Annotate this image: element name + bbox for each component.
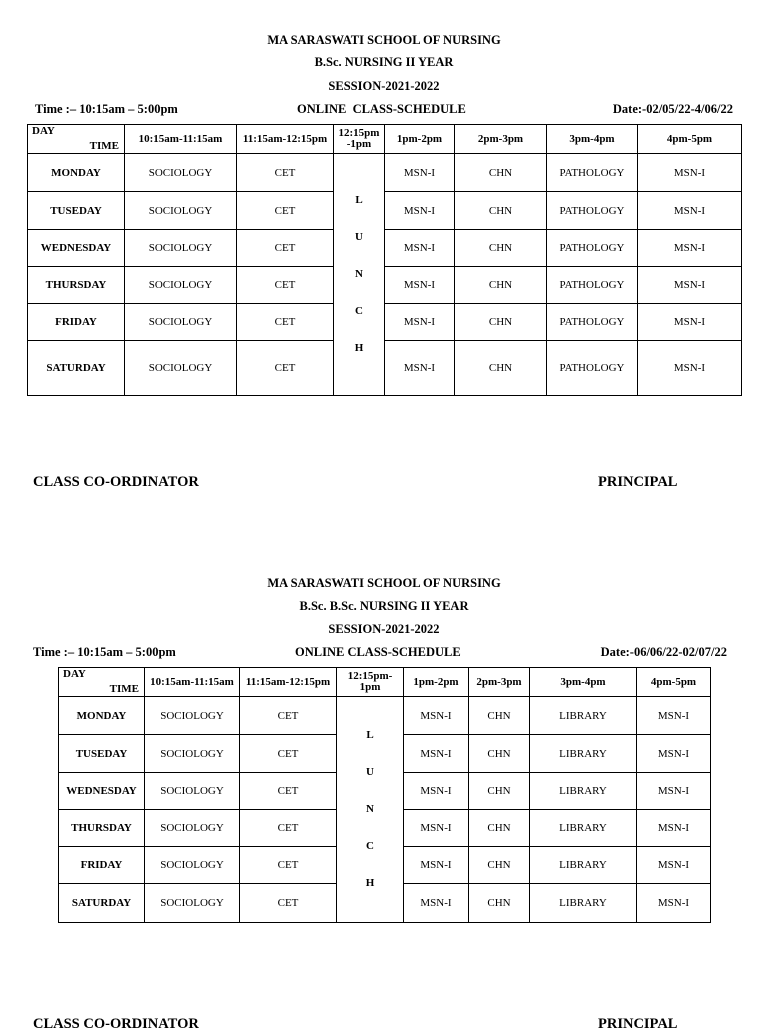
class-cell: CHN	[469, 810, 530, 847]
class-cell: CET	[240, 735, 337, 773]
class-cell: MSN-I	[638, 341, 742, 396]
class-cell: PATHOLOGY	[547, 230, 638, 267]
slot-header: 4pm-5pm	[637, 668, 711, 697]
day-cell: FRIDAY	[28, 304, 125, 341]
class-cell: CHN	[455, 341, 547, 396]
slot-header: 4pm-5pm	[638, 125, 742, 154]
slot-header: 12:15pm -1pm	[334, 125, 385, 154]
lunch-letter: H	[365, 877, 375, 889]
time-label: TIME	[89, 140, 119, 152]
class-cell: SOCIOLOGY	[125, 192, 237, 230]
table-row	[59, 697, 711, 735]
class-cell: MSN-I	[637, 697, 711, 735]
table-row	[28, 341, 742, 396]
slot-header: 2pm-3pm	[469, 668, 530, 697]
class-cell: SOCIOLOGY	[145, 697, 240, 735]
day-cell: MONDAY	[59, 697, 145, 735]
lunch-letter: U	[366, 766, 374, 778]
slot-header: 11:15am-12:15pm	[237, 125, 334, 154]
session-label: SESSION-2021-2022	[328, 622, 440, 636]
slot-header: 11:15am-12:15pm	[240, 668, 337, 697]
day-cell: SATURDAY	[28, 341, 125, 396]
schedule-title: ONLINE CLASS-SCHEDULE	[297, 102, 466, 116]
class-cell: MSN-I	[404, 773, 469, 810]
schedule-table	[58, 667, 711, 923]
session-label: SESSION-2021-2022	[328, 79, 440, 93]
class-cell: SOCIOLOGY	[145, 810, 240, 847]
header-row	[28, 125, 742, 154]
class-cell: CET	[237, 341, 334, 396]
lunch-letter: H	[354, 342, 364, 354]
table-row	[28, 267, 742, 304]
course-name: B.Sc. NURSING II YEAR	[314, 55, 454, 69]
class-cell: SOCIOLOGY	[125, 341, 237, 396]
day-cell: WEDNESDAY	[28, 230, 125, 267]
lunch-letter: C	[366, 840, 374, 852]
slot-header: 1pm-2pm	[404, 668, 469, 697]
lunch-letter: N	[366, 803, 374, 815]
class-cell: SOCIOLOGY	[145, 773, 240, 810]
class-cell: CHN	[469, 735, 530, 773]
class-cell: CET	[240, 697, 337, 735]
slot-header: 10:15am-11:15am	[145, 668, 240, 697]
schedule-table	[27, 124, 742, 396]
class-cell: LIBRARY	[530, 884, 637, 923]
class-cell: CHN	[455, 304, 547, 341]
header-row	[59, 668, 711, 697]
slot-header: 3pm-4pm	[547, 125, 638, 154]
class-cell: MSN-I	[637, 810, 711, 847]
class-cell: CET	[240, 773, 337, 810]
class-cell: SOCIOLOGY	[125, 304, 237, 341]
class-cell: MSN-I	[637, 847, 711, 884]
course-name: B.Sc. B.Sc. NURSING II YEAR	[299, 599, 469, 613]
time-range: Time :– 10:15am – 5:00pm	[35, 102, 178, 116]
class-cell: CHN	[469, 884, 530, 923]
class-cell: MSN-I	[385, 230, 455, 267]
class-cell: CET	[240, 847, 337, 884]
class-cell: MSN-I	[385, 267, 455, 304]
date-range: Date:-06/06/22-02/07/22	[600, 645, 727, 659]
class-cell: MSN-I	[638, 267, 742, 304]
principal-signature: PRINCIPAL	[598, 1016, 678, 1032]
class-coordinator-signature: CLASS CO-ORDINATOR	[33, 474, 199, 490]
class-cell: CHN	[469, 773, 530, 810]
class-cell: CET	[237, 230, 334, 267]
class-cell: LIBRARY	[530, 773, 637, 810]
class-cell: SOCIOLOGY	[145, 735, 240, 773]
school-name: MA SARASWATI SCHOOL OF NURSING	[267, 33, 501, 47]
class-cell: LIBRARY	[530, 810, 637, 847]
class-cell: CHN	[455, 154, 547, 192]
slot-header: 3pm-4pm	[530, 668, 637, 697]
time-range: Time :– 10:15am – 5:00pm	[33, 645, 176, 659]
day-label: DAY	[63, 668, 86, 680]
class-cell: CHN	[455, 192, 547, 230]
day-cell: MONDAY	[28, 154, 125, 192]
day-cell: FRIDAY	[59, 847, 145, 884]
lunch-letter: L	[355, 194, 363, 206]
class-cell: CHN	[455, 267, 547, 304]
table-row	[28, 154, 742, 192]
class-cell: MSN-I	[385, 341, 455, 396]
class-cell: CET	[237, 304, 334, 341]
class-cell: PATHOLOGY	[547, 154, 638, 192]
class-cell: CHN	[469, 697, 530, 735]
class-cell: CET	[237, 267, 334, 304]
class-cell: CET	[240, 884, 337, 923]
class-cell: MSN-I	[637, 773, 711, 810]
day-cell: THURSDAY	[28, 267, 125, 304]
lunch-block	[337, 697, 404, 923]
slot-header: 1pm-2pm	[385, 125, 455, 154]
class-coordinator-signature: CLASS CO-ORDINATOR	[33, 1016, 199, 1032]
class-cell: PATHOLOGY	[547, 304, 638, 341]
day-cell: WEDNESDAY	[59, 773, 145, 810]
day-cell: TUSEDAY	[28, 192, 125, 230]
class-cell: SOCIOLOGY	[145, 847, 240, 884]
class-cell: LIBRARY	[530, 847, 637, 884]
slot-header: 2pm-3pm	[455, 125, 547, 154]
class-cell: LIBRARY	[530, 697, 637, 735]
slot-header: 12:15pm- 1pm	[337, 668, 404, 697]
lunch-letter: C	[355, 305, 363, 317]
class-cell: SOCIOLOGY	[125, 154, 237, 192]
lunch-letter: N	[355, 268, 363, 280]
schedule-title: ONLINE CLASS-SCHEDULE	[295, 645, 461, 659]
class-cell: MSN-I	[385, 304, 455, 341]
class-cell: CHN	[455, 230, 547, 267]
class-cell: MSN-I	[637, 735, 711, 773]
day-label: DAY	[32, 125, 55, 137]
class-cell: MSN-I	[404, 810, 469, 847]
class-cell: CET	[237, 192, 334, 230]
class-cell: PATHOLOGY	[547, 341, 638, 396]
day-cell: TUSEDAY	[59, 735, 145, 773]
lunch-letter: U	[355, 231, 363, 243]
class-cell: CET	[240, 810, 337, 847]
class-cell: LIBRARY	[530, 735, 637, 773]
school-name: MA SARASWATI SCHOOL OF NURSING	[267, 576, 501, 590]
class-cell: SOCIOLOGY	[125, 267, 237, 304]
class-cell: SOCIOLOGY	[145, 884, 240, 923]
day-cell: THURSDAY	[59, 810, 145, 847]
class-cell: CHN	[469, 847, 530, 884]
class-cell: MSN-I	[638, 230, 742, 267]
class-cell: MSN-I	[404, 697, 469, 735]
lunch-letter: L	[366, 729, 374, 741]
table-row	[28, 192, 742, 230]
table-row	[28, 230, 742, 267]
class-cell: MSN-I	[404, 847, 469, 884]
class-cell: MSN-I	[638, 304, 742, 341]
class-cell: SOCIOLOGY	[125, 230, 237, 267]
lunch-block	[334, 154, 385, 396]
date-range: Date:-02/05/22-4/06/22	[612, 102, 733, 116]
class-cell: MSN-I	[638, 154, 742, 192]
table-row	[28, 304, 742, 341]
class-cell: MSN-I	[638, 192, 742, 230]
class-cell: PATHOLOGY	[547, 192, 638, 230]
class-cell: MSN-I	[385, 192, 455, 230]
class-cell: CET	[237, 154, 334, 192]
class-cell: MSN-I	[404, 884, 469, 923]
class-cell: PATHOLOGY	[547, 267, 638, 304]
time-label: TIME	[109, 683, 139, 695]
day-cell: SATURDAY	[59, 884, 145, 923]
slot-header: 10:15am-11:15am	[125, 125, 237, 154]
principal-signature: PRINCIPAL	[598, 474, 678, 490]
class-cell: MSN-I	[404, 735, 469, 773]
day-time-corner	[28, 125, 125, 154]
class-cell: MSN-I	[385, 154, 455, 192]
day-time-corner	[59, 668, 145, 697]
class-cell: MSN-I	[637, 884, 711, 923]
